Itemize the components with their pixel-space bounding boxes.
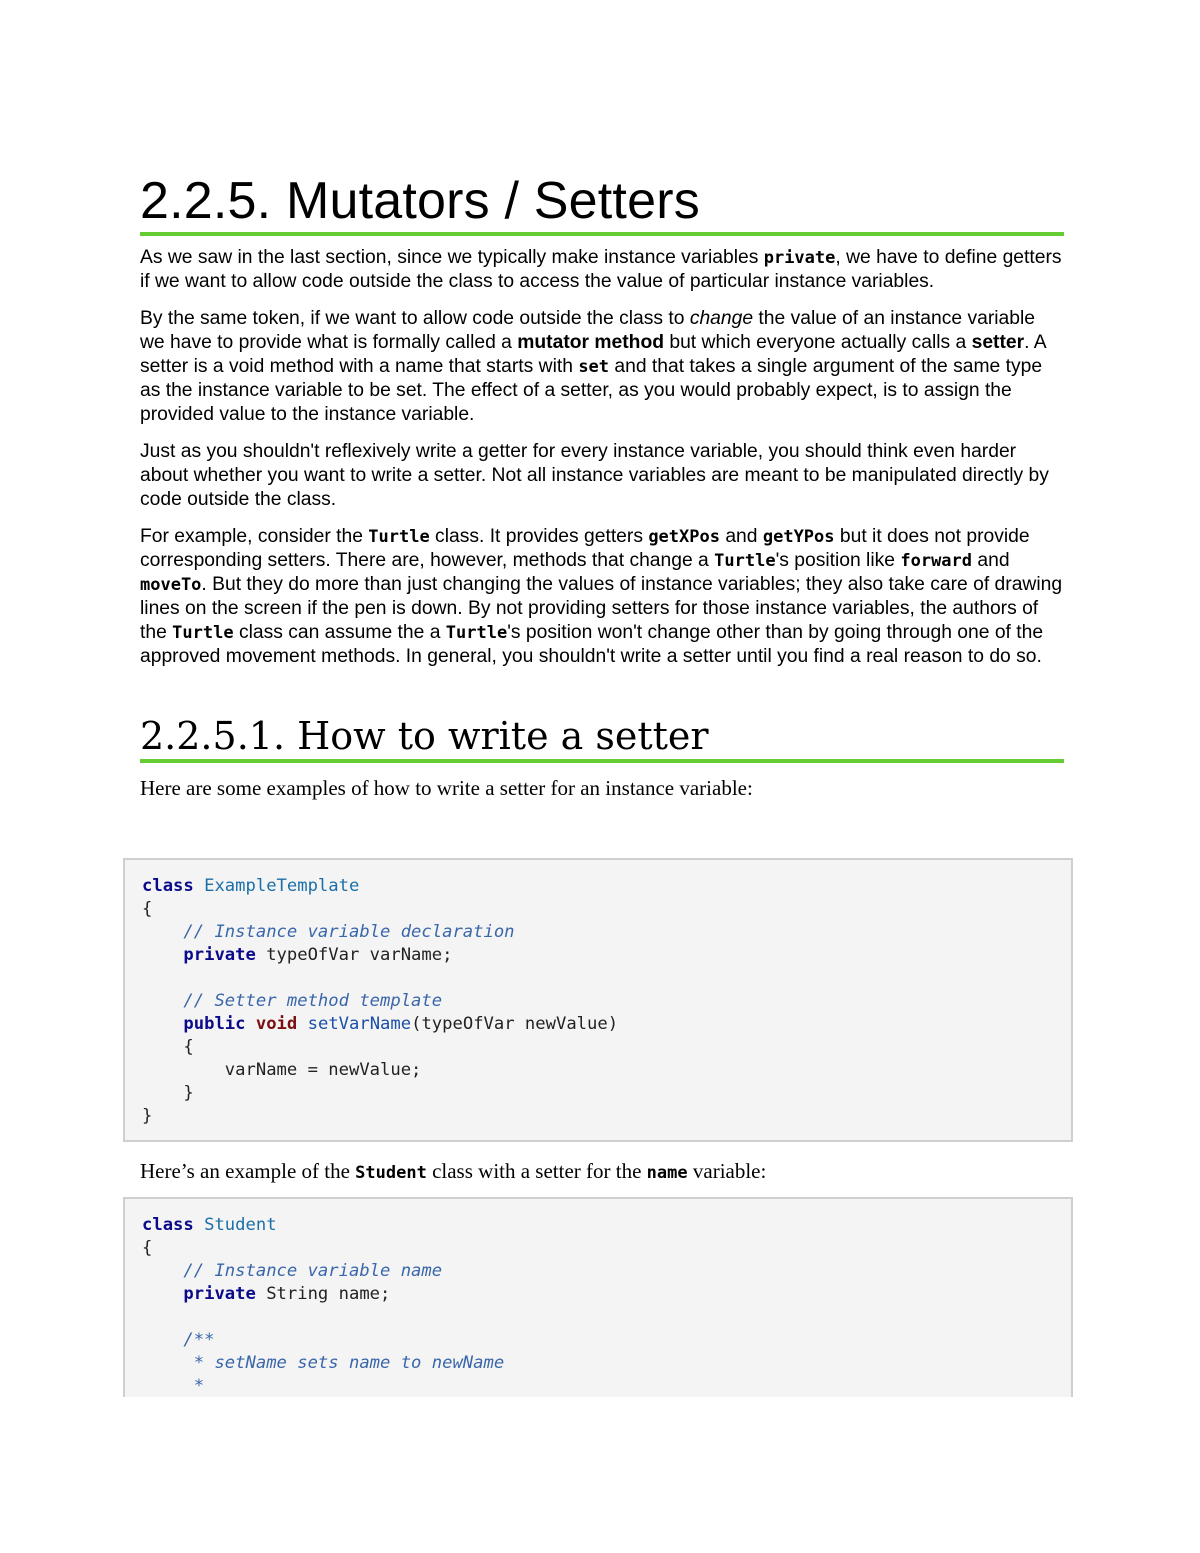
inline-code-set: set	[578, 357, 610, 377]
paragraph-getters-recap: As we saw in the last section, since we typically make instance variables private, we have to define getters if we want to allow code outside the class to access the value of particular instance variables.	[140, 247, 1062, 292]
paragraph-mutator-definition: By the same token, if we want to allow code outside the class to change the value of an instance variable we have to provide what is formally called a mutator method but which everyone actually calls a setter. A setter is a void method with a name that starts with set and that takes a single argument of the same type as the instance variable to be set. The effect of a setter, as you would probably expect, is to assign the provided value to the instance variable.	[140, 308, 1046, 425]
inline-code-private: private	[763, 248, 836, 268]
subheading-underline	[140, 759, 1064, 763]
heading-underline	[140, 232, 1064, 236]
code-block-template: class ExampleTemplate { // Instance variable declaration private typeOfVar varName; // Setter method template public void setVarName(typeOfVar newValue) { varName = newValue; } }	[123, 858, 1073, 1142]
section-heading: 2.2.5. Mutators / Setters	[140, 172, 700, 230]
intro-student-example: Here’s an example of the Student class with a setter for the name variable:	[140, 1159, 767, 1183]
document-page	[140, 170, 1064, 801]
intro-setter-examples: Here are some examples of how to write a setter for an instance variable:	[140, 776, 753, 800]
code-block-student: class Student { // Instance variable name private String name; /** * setName sets name to newName *	[123, 1197, 1073, 1397]
paragraph-setter-caution: Just as you shouldn't reflexively write a getter for every instance variable, you should think even harder about whether you want to write a setter. Not all instance variables are meant to be manipulated directly by code outside the class.	[140, 441, 1049, 510]
paragraph-turtle-example: For example, consider the Turtle class. It provides getters getXPos and getYPos but it does not provide corresponding setters. There are, however, methods that change a Turtle's position like forward and moveTo. But they do more than just changing the values of instance variables; they also take care of drawing lines on the screen if the pen is down. By not providing setters for those instance variables, the authors of the Turtle class can assume the a Turtle's position won't change other than by going through one of the approved movement methods. In general, you shouldn't write a setter until you find a real reason to do so.	[140, 526, 1063, 667]
student-intro-wrapper	[140, 1158, 1064, 1186]
subsection-heading: 2.2.5.1. How to write a setter	[140, 714, 709, 758]
